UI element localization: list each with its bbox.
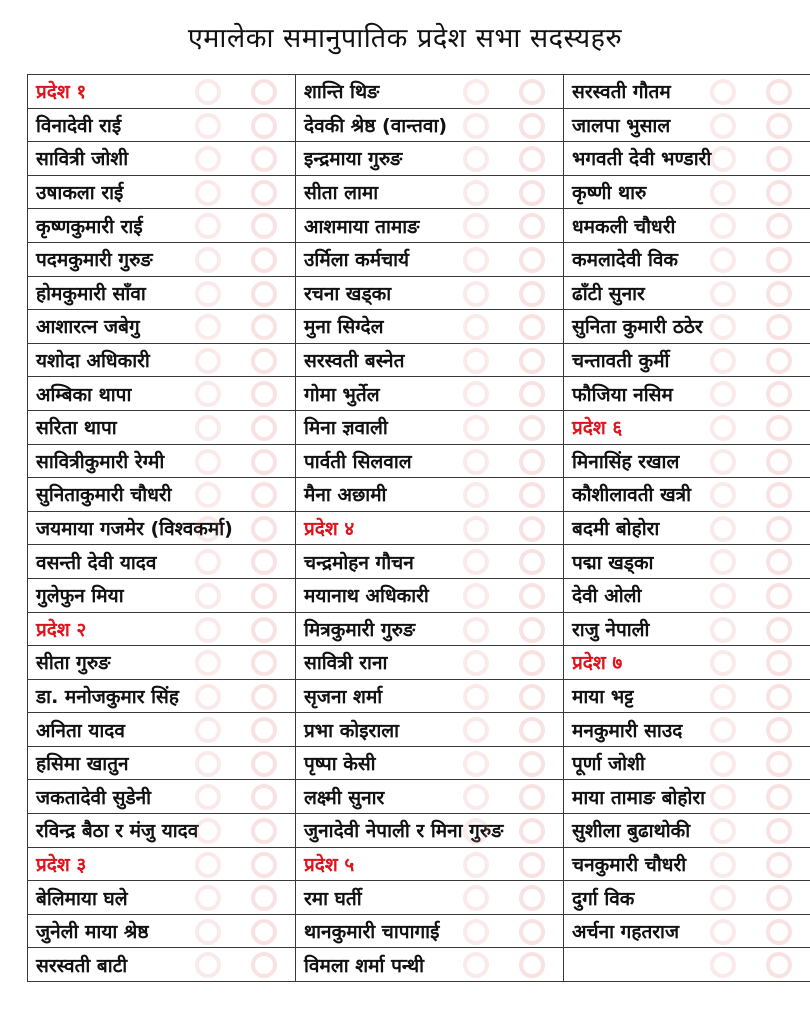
province-header-cell: प्रदेश ४ bbox=[296, 511, 564, 545]
table-row bbox=[28, 276, 810, 310]
member-name-cell: अनिता यादव bbox=[28, 713, 296, 747]
watermark-icon bbox=[463, 180, 489, 206]
province-header-cell: प्रदेश ६ bbox=[564, 410, 810, 444]
watermark-icon bbox=[251, 146, 277, 172]
watermark-icon bbox=[251, 818, 277, 844]
watermark-icon bbox=[463, 684, 489, 710]
watermark-icon bbox=[195, 281, 221, 307]
watermark-icon bbox=[519, 79, 545, 105]
watermark-icon bbox=[766, 684, 792, 710]
member-name-cell: माया तामाङ बोहोरा bbox=[564, 780, 810, 814]
watermark-icon bbox=[519, 449, 545, 475]
watermark-icon bbox=[766, 381, 792, 407]
watermark-icon bbox=[519, 617, 545, 643]
member-name-cell: उर्मिला कर्मचार्य bbox=[296, 242, 564, 276]
watermark-icon bbox=[519, 348, 545, 374]
province-header-cell: प्रदेश ५ bbox=[296, 847, 564, 881]
member-name-cell: फौजिया नसिम bbox=[564, 377, 810, 411]
watermark-icon bbox=[519, 784, 545, 810]
watermark-icon bbox=[195, 213, 221, 239]
member-name-cell: कमलादेवी विक bbox=[564, 242, 810, 276]
watermark-icon bbox=[710, 146, 736, 172]
watermark-icon bbox=[519, 919, 545, 945]
watermark-icon bbox=[766, 180, 792, 206]
member-name-cell: अम्बिका थापा bbox=[28, 377, 296, 411]
table-row bbox=[28, 578, 810, 612]
table-row bbox=[28, 814, 810, 848]
table-row bbox=[28, 780, 810, 814]
member-name-cell: धमकली चौधरी bbox=[564, 209, 810, 243]
watermark-icon bbox=[519, 818, 545, 844]
member-name-cell: गुलेफुन मिया bbox=[28, 578, 296, 612]
watermark-icon bbox=[710, 617, 736, 643]
member-name-cell: आशारत्न जबेगु bbox=[28, 310, 296, 344]
watermark-icon bbox=[766, 751, 792, 777]
watermark-icon bbox=[251, 885, 277, 911]
member-name-cell: कृष्णी थारु bbox=[564, 175, 810, 209]
watermark-icon bbox=[519, 952, 545, 978]
watermark-icon bbox=[710, 449, 736, 475]
watermark-icon bbox=[251, 952, 277, 978]
watermark-icon bbox=[251, 247, 277, 273]
member-name-cell: रमा घर्ती bbox=[296, 881, 564, 915]
member-name-cell: जुनादेवी नेपाली र मिना गुरुङ bbox=[296, 814, 564, 848]
table-row bbox=[28, 343, 810, 377]
member-name-cell: देवी ओली bbox=[564, 578, 810, 612]
watermark-icon bbox=[195, 79, 221, 105]
table-row bbox=[28, 175, 810, 209]
watermark-icon bbox=[195, 348, 221, 374]
table-row bbox=[28, 242, 810, 276]
watermark-icon bbox=[195, 314, 221, 340]
watermark-icon bbox=[251, 113, 277, 139]
watermark-icon bbox=[463, 79, 489, 105]
member-name-cell: ढाँटी सुनार bbox=[564, 276, 810, 310]
watermark-icon bbox=[195, 113, 221, 139]
watermark-icon bbox=[195, 650, 221, 676]
watermark-icon bbox=[766, 516, 792, 542]
watermark-icon bbox=[251, 684, 277, 710]
watermark-icon bbox=[766, 717, 792, 743]
member-name-cell: सरिता थापा bbox=[28, 410, 296, 444]
watermark-icon bbox=[519, 751, 545, 777]
watermark-icon bbox=[463, 717, 489, 743]
watermark-icon bbox=[766, 79, 792, 105]
member-name-cell: जालपा भुसाल bbox=[564, 108, 810, 142]
watermark-icon bbox=[710, 684, 736, 710]
member-name-cell bbox=[564, 948, 810, 982]
watermark-icon bbox=[710, 650, 736, 676]
watermark-icon bbox=[251, 549, 277, 575]
member-name-cell: पूर्णा जोशी bbox=[564, 746, 810, 780]
watermark-icon bbox=[251, 180, 277, 206]
watermark-icon bbox=[195, 684, 221, 710]
watermark-icon bbox=[251, 751, 277, 777]
watermark-icon bbox=[195, 617, 221, 643]
watermark-icon bbox=[463, 449, 489, 475]
watermark-icon bbox=[463, 348, 489, 374]
member-name-cell: पृष्पा केसी bbox=[296, 746, 564, 780]
member-name-cell: मनकुमारी साउद bbox=[564, 713, 810, 747]
watermark-icon bbox=[251, 79, 277, 105]
watermark-icon bbox=[710, 79, 736, 105]
member-name-cell: जुनेली माया श्रेष्ठ bbox=[28, 914, 296, 948]
watermark-icon bbox=[710, 482, 736, 508]
member-name-cell: मयानाथ अधिकारी bbox=[296, 578, 564, 612]
member-name-cell: विनादेवी राई bbox=[28, 108, 296, 142]
watermark-icon bbox=[195, 852, 221, 878]
table-row bbox=[28, 914, 810, 948]
table-row bbox=[28, 545, 810, 579]
watermark-icon bbox=[251, 516, 277, 542]
member-name-cell: शान्ति थिङ bbox=[296, 75, 564, 109]
watermark-icon bbox=[251, 348, 277, 374]
watermark-icon bbox=[463, 314, 489, 340]
table-row bbox=[28, 847, 810, 881]
table-row bbox=[28, 478, 810, 512]
table-row bbox=[28, 948, 810, 982]
watermark-icon bbox=[463, 415, 489, 441]
watermark-icon bbox=[710, 583, 736, 609]
watermark-icon bbox=[251, 482, 277, 508]
member-name-cell: उषाकला राई bbox=[28, 175, 296, 209]
watermark-icon bbox=[766, 415, 792, 441]
watermark-icon bbox=[195, 818, 221, 844]
watermark-icon bbox=[463, 482, 489, 508]
member-name-cell: विमला शर्मा पन्थी bbox=[296, 948, 564, 982]
watermark-icon bbox=[195, 549, 221, 575]
member-name-cell: मैना अछामी bbox=[296, 478, 564, 512]
watermark-icon bbox=[463, 852, 489, 878]
member-name-cell: भगवती देवी भण्डारी bbox=[564, 142, 810, 176]
watermark-icon bbox=[710, 751, 736, 777]
watermark-icon bbox=[463, 516, 489, 542]
watermark-icon bbox=[251, 449, 277, 475]
table-row bbox=[28, 108, 810, 142]
watermark-icon bbox=[710, 852, 736, 878]
watermark-icon bbox=[766, 247, 792, 273]
member-name-cell: डा. मनोजकुमार सिंह bbox=[28, 679, 296, 713]
province-header-cell: प्रदेश ७ bbox=[564, 646, 810, 680]
table-row bbox=[28, 679, 810, 713]
watermark-icon bbox=[519, 415, 545, 441]
watermark-icon bbox=[766, 885, 792, 911]
watermark-icon bbox=[251, 583, 277, 609]
member-name-cell: पद्मा खड्का bbox=[564, 545, 810, 579]
member-name-cell: सुनिता कुमारी ठठेर bbox=[564, 310, 810, 344]
member-name-cell: मुना सिग्देल bbox=[296, 310, 564, 344]
watermark-icon bbox=[766, 482, 792, 508]
watermark-icon bbox=[463, 381, 489, 407]
member-name-cell: रचना खड्का bbox=[296, 276, 564, 310]
watermark-icon bbox=[766, 146, 792, 172]
member-name-cell: प्रभा कोइराला bbox=[296, 713, 564, 747]
watermark-icon bbox=[195, 482, 221, 508]
watermark-icon bbox=[519, 852, 545, 878]
watermark-icon bbox=[519, 650, 545, 676]
table-row bbox=[28, 444, 810, 478]
member-name-cell: मिनासिंह रखाल bbox=[564, 444, 810, 478]
table-row bbox=[28, 142, 810, 176]
member-name-cell: सावित्री राना bbox=[296, 646, 564, 680]
member-name-cell: राजु नेपाली bbox=[564, 612, 810, 646]
member-name-cell: सावित्री जोशी bbox=[28, 142, 296, 176]
table-row bbox=[28, 881, 810, 915]
watermark-icon bbox=[519, 516, 545, 542]
member-name-cell: माया भट्ट bbox=[564, 679, 810, 713]
member-name-cell: इन्द्रमाया गुरुङ bbox=[296, 142, 564, 176]
watermark-icon bbox=[251, 784, 277, 810]
table-row bbox=[28, 746, 810, 780]
watermark-icon bbox=[766, 650, 792, 676]
watermark-icon bbox=[766, 919, 792, 945]
member-name-cell: आशमाया तामाङ bbox=[296, 209, 564, 243]
member-name-cell: सीता गुरुङ bbox=[28, 646, 296, 680]
watermark-icon bbox=[519, 247, 545, 273]
watermark-icon bbox=[463, 650, 489, 676]
watermark-icon bbox=[251, 381, 277, 407]
watermark-icon bbox=[519, 113, 545, 139]
member-name-cell: चन्तावती कुर्मी bbox=[564, 343, 810, 377]
member-name-cell: सरस्वती बाटी bbox=[28, 948, 296, 982]
watermark-icon bbox=[766, 281, 792, 307]
member-name-cell: अर्चना गहतराज bbox=[564, 914, 810, 948]
watermark-icon bbox=[766, 583, 792, 609]
member-name-cell: सुनिताकुमारी चौधरी bbox=[28, 478, 296, 512]
province-header-cell: प्रदेश १ bbox=[28, 75, 296, 109]
watermark-icon bbox=[463, 247, 489, 273]
watermark-icon bbox=[710, 717, 736, 743]
table-row bbox=[28, 511, 810, 545]
watermark-icon bbox=[519, 482, 545, 508]
watermark-icon bbox=[251, 852, 277, 878]
province-header-cell: प्रदेश ३ bbox=[28, 847, 296, 881]
watermark-icon bbox=[710, 919, 736, 945]
member-name-cell: चन्द्रमोहन गौचन bbox=[296, 545, 564, 579]
member-name-cell: दुर्गा विक bbox=[564, 881, 810, 915]
watermark-icon bbox=[195, 381, 221, 407]
watermark-icon bbox=[251, 650, 277, 676]
watermark-icon bbox=[710, 516, 736, 542]
watermark-icon bbox=[710, 113, 736, 139]
member-name-cell: जयमाया गजमेर (विश्वकर्मा) bbox=[28, 511, 296, 545]
watermark-icon bbox=[463, 617, 489, 643]
watermark-icon bbox=[710, 818, 736, 844]
watermark-icon bbox=[766, 348, 792, 374]
member-name-cell: देवकी श्रेष्ठ (वान्तवा) bbox=[296, 108, 564, 142]
member-name-cell: सृजना शर्मा bbox=[296, 679, 564, 713]
member-name-cell: सावित्रीकुमारी रेग्मी bbox=[28, 444, 296, 478]
member-name-cell: होमकुमारी साँवा bbox=[28, 276, 296, 310]
watermark-icon bbox=[710, 348, 736, 374]
watermark-icon bbox=[519, 213, 545, 239]
watermark-icon bbox=[251, 415, 277, 441]
province-header-cell: प्रदेश २ bbox=[28, 612, 296, 646]
member-name-cell: सरस्वती बस्नेत bbox=[296, 343, 564, 377]
watermark-icon bbox=[519, 314, 545, 340]
watermark-icon bbox=[519, 717, 545, 743]
member-name-cell: थानकुमारी चापागाई bbox=[296, 914, 564, 948]
member-name-cell: मित्रकुमारी गुरुङ bbox=[296, 612, 564, 646]
watermark-icon bbox=[766, 549, 792, 575]
watermark-icon bbox=[463, 885, 489, 911]
watermark-icon bbox=[251, 281, 277, 307]
member-name-cell: बेलिमाया घले bbox=[28, 881, 296, 915]
watermark-icon bbox=[710, 180, 736, 206]
members-table-body bbox=[28, 75, 810, 982]
watermark-icon bbox=[195, 885, 221, 911]
watermark-icon bbox=[710, 314, 736, 340]
watermark-icon bbox=[766, 314, 792, 340]
table-row bbox=[28, 209, 810, 243]
watermark-icon bbox=[463, 549, 489, 575]
watermark-icon bbox=[251, 314, 277, 340]
table-row bbox=[28, 310, 810, 344]
watermark-icon bbox=[463, 281, 489, 307]
watermark-icon bbox=[710, 549, 736, 575]
watermark-icon bbox=[195, 952, 221, 978]
watermark-icon bbox=[463, 952, 489, 978]
watermark-icon bbox=[519, 583, 545, 609]
member-name-cell: कृष्णकुमारी राई bbox=[28, 209, 296, 243]
watermark-icon bbox=[519, 684, 545, 710]
watermark-icon bbox=[195, 516, 221, 542]
watermark-icon bbox=[519, 549, 545, 575]
table-row bbox=[28, 75, 810, 109]
member-name-cell: लक्ष्मी सुनार bbox=[296, 780, 564, 814]
member-name-cell: जकतादेवी सुडेनी bbox=[28, 780, 296, 814]
member-name-cell: पार्वती सिलवाल bbox=[296, 444, 564, 478]
member-name-cell: सीता लामा bbox=[296, 175, 564, 209]
watermark-icon bbox=[463, 818, 489, 844]
watermark-icon bbox=[766, 113, 792, 139]
watermark-icon bbox=[463, 919, 489, 945]
watermark-icon bbox=[710, 952, 736, 978]
members-table bbox=[27, 74, 810, 982]
watermark-icon bbox=[710, 281, 736, 307]
watermark-icon bbox=[766, 852, 792, 878]
watermark-icon bbox=[710, 885, 736, 911]
watermark-icon bbox=[766, 617, 792, 643]
watermark-icon bbox=[463, 784, 489, 810]
watermark-icon bbox=[710, 415, 736, 441]
watermark-icon bbox=[195, 919, 221, 945]
watermark-icon bbox=[195, 583, 221, 609]
watermark-icon bbox=[463, 751, 489, 777]
member-name-cell: हसिमा खातुन bbox=[28, 746, 296, 780]
watermark-icon bbox=[766, 818, 792, 844]
watermark-icon bbox=[519, 885, 545, 911]
watermark-icon bbox=[251, 919, 277, 945]
watermark-icon bbox=[519, 180, 545, 206]
watermark-icon bbox=[463, 146, 489, 172]
member-name-cell: सरस्वती गौतम bbox=[564, 75, 810, 109]
table-row bbox=[28, 646, 810, 680]
member-name-cell: कौशीलावती खत्री bbox=[564, 478, 810, 512]
table-row bbox=[28, 410, 810, 444]
watermark-icon bbox=[519, 146, 545, 172]
watermark-icon bbox=[195, 717, 221, 743]
watermark-icon bbox=[519, 381, 545, 407]
watermark-icon bbox=[766, 449, 792, 475]
watermark-icon bbox=[195, 415, 221, 441]
watermark-icon bbox=[519, 281, 545, 307]
member-name-cell: सुशीला बुढाथोकी bbox=[564, 814, 810, 848]
table-row bbox=[28, 377, 810, 411]
watermark-icon bbox=[710, 247, 736, 273]
watermark-icon bbox=[710, 381, 736, 407]
member-name-cell: गोमा भुर्तेल bbox=[296, 377, 564, 411]
watermark-icon bbox=[766, 784, 792, 810]
table-row bbox=[28, 612, 810, 646]
watermark-icon bbox=[710, 784, 736, 810]
watermark-icon bbox=[710, 213, 736, 239]
watermark-icon bbox=[195, 180, 221, 206]
watermark-icon bbox=[195, 247, 221, 273]
member-name-cell: बदमी बोहोरा bbox=[564, 511, 810, 545]
watermark-icon bbox=[251, 213, 277, 239]
watermark-icon bbox=[766, 213, 792, 239]
member-name-cell: मिना ज्ञवाली bbox=[296, 410, 564, 444]
watermark-icon bbox=[463, 113, 489, 139]
member-name-cell: चनकुमारी चौधरी bbox=[564, 847, 810, 881]
watermark-icon bbox=[195, 146, 221, 172]
watermark-icon bbox=[251, 617, 277, 643]
watermark-icon bbox=[766, 952, 792, 978]
page-title: एमालेका समानुपातिक प्रदेश सभा सदस्यहरु bbox=[187, 23, 623, 54]
watermark-icon bbox=[463, 213, 489, 239]
member-name-cell: वसन्ती देवी यादव bbox=[28, 545, 296, 579]
member-name-cell: रविन्द्र बैठा र मंजु यादव bbox=[28, 814, 296, 848]
watermark-icon bbox=[463, 583, 489, 609]
watermark-icon bbox=[251, 717, 277, 743]
member-name-cell: यशोदा अधिकारी bbox=[28, 343, 296, 377]
watermark-icon bbox=[195, 449, 221, 475]
watermark-icon bbox=[195, 751, 221, 777]
watermark-icon bbox=[195, 784, 221, 810]
table-row bbox=[28, 713, 810, 747]
member-name-cell: पदमकुमारी गुरुङ bbox=[28, 242, 296, 276]
